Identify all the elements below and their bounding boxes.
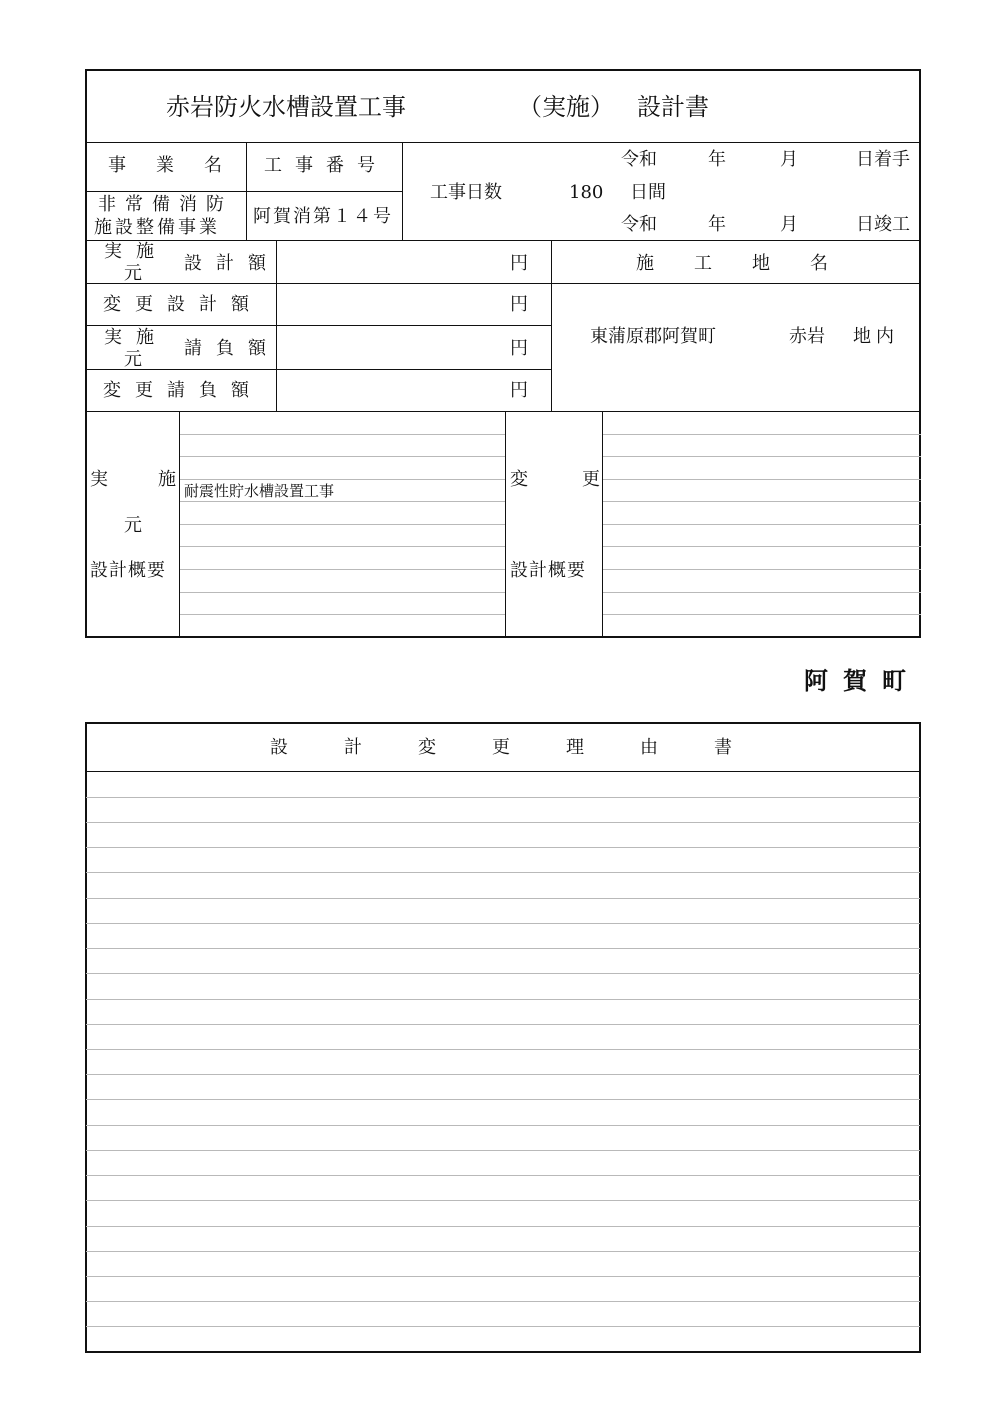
rule (551, 283, 921, 284)
completion-day-label: 日竣工 (856, 214, 910, 235)
start-month-unit: 月 (780, 149, 798, 170)
start-day-label: 日着手 (856, 149, 910, 170)
rule (85, 283, 551, 284)
business-category-line2: 施設整備事業 (94, 217, 220, 238)
work-days-value: 180 (569, 182, 604, 203)
change-reason-title: 設計変更理由書 (270, 737, 788, 758)
work-days-label: 工事日数 (430, 182, 502, 203)
project-number-value: 阿賀消第１４号 (253, 206, 393, 227)
site-area: 赤岩 (789, 326, 825, 347)
town-name: 阿賀町 (804, 667, 921, 695)
site-district: 東蒲原郡阿賀町 (590, 326, 716, 347)
project-title: 赤岩防火水槽設置工事 (166, 93, 406, 121)
implementation-summary-label: 実 施 (90, 469, 176, 490)
rule (85, 240, 921, 241)
rule (85, 369, 551, 370)
site-suffix: 地内 (853, 326, 899, 347)
change-reason-table (85, 722, 921, 1353)
changed-summary-label: 変 更 (510, 469, 600, 490)
yen-unit: 円 (510, 253, 528, 274)
design-summary-label: 設計概要 (90, 560, 166, 581)
contract-amount-label: 請負額 (184, 338, 280, 359)
implementation-label: 実施 (104, 241, 168, 262)
construction-site-label: 施工地名 (636, 253, 868, 274)
project-number-label: 工事番号 (264, 155, 388, 176)
design-kind: （実施） (518, 93, 614, 121)
rule (85, 771, 921, 772)
origin-label: 元 (124, 263, 142, 284)
completion-month-unit: 月 (780, 214, 798, 235)
document-type: 設計書 (637, 93, 709, 121)
rule (85, 142, 921, 143)
business-category-line1: 非常備消防 (98, 194, 233, 215)
rule (505, 411, 506, 638)
summary-content: 耐震性貯水槽設置工事 (184, 482, 335, 500)
implementation-label: 実施 (104, 327, 168, 348)
rule (246, 191, 247, 240)
changed-design-amount-label: 変更設計額 (103, 294, 263, 315)
yen-unit: 円 (510, 294, 528, 315)
origin-label: 元 (124, 349, 142, 370)
design-amount-label: 設計額 (184, 253, 280, 274)
changed-contract-amount-label: 変更請負額 (103, 380, 263, 401)
completion-year-unit: 年 (708, 214, 726, 235)
yen-unit: 円 (510, 380, 528, 401)
rule (85, 191, 402, 192)
start-year-unit: 年 (708, 149, 726, 170)
rule (402, 142, 403, 240)
start-era: 令和 (621, 149, 657, 170)
changed-design-summary-label: 設計概要 (510, 560, 586, 581)
business-name-label: 事業名 (108, 155, 252, 176)
rule (85, 325, 551, 326)
rule (85, 411, 921, 412)
origin-label: 元 (124, 515, 142, 536)
yen-unit: 円 (510, 338, 528, 359)
rule (551, 240, 552, 411)
work-days-unit: 日間 (630, 182, 666, 203)
completion-era: 令和 (621, 214, 657, 235)
